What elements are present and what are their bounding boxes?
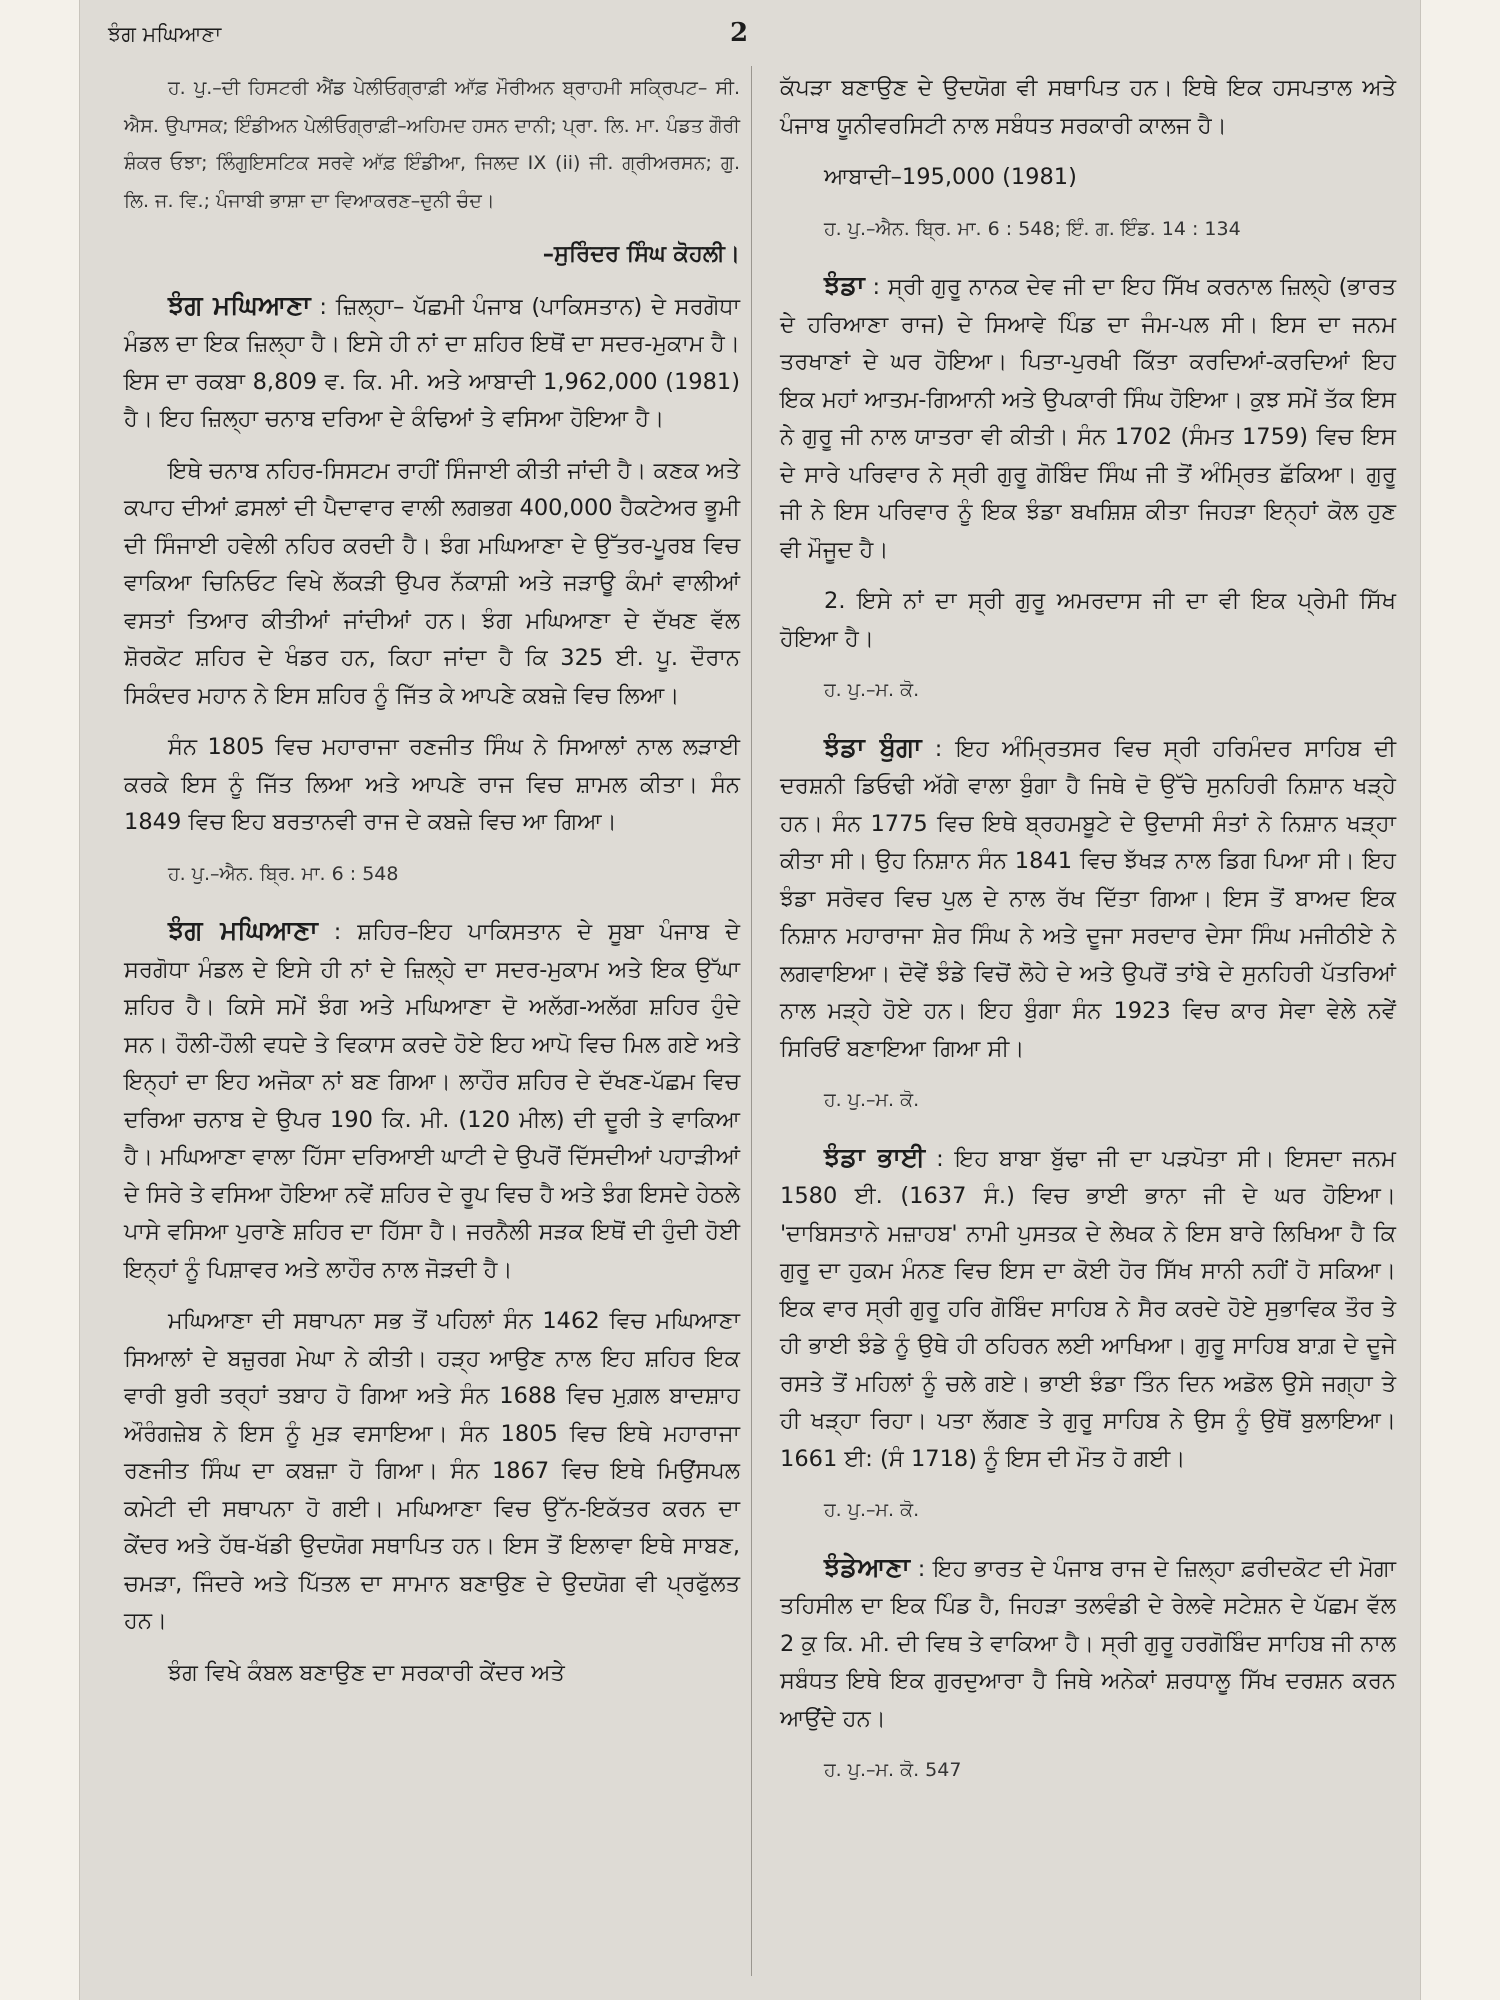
entry-city-p1 (124, 913, 740, 1289)
entry-text: : ਸ਼ਹਿਰ–ਇਹ ਪਾਕਿਸਤਾਨ ਦੇ ਸੂਬਾ ਪੰਜਾਬ ਦੇ ਸਰਗੋਧਾ ਮੰਡਲ ਦੇ ਇਸੇ ਹੀ ਨਾਂ ਦੇ ਜ਼ਿਲ੍ਹੇ ਦਾ ਸਦਰ-ਮੁਕਾਮ ਅਤੇ ਇਕ ਉੱਘਾ ਸ਼ਹਿਰ ਹੈ। ਕਿਸੇ ਸਮੇਂ ਝੰਗ ਅਤੇ ਮਘਿਆਣਾ ਦੋ ਅਲੱਗ-ਅਲੱਗ ਸ਼ਹਿਰ ਹੁੰਦੇ ਸਨ। ਹੌਲੀ-ਹੌਲੀ ਵਧਦੇ ਤੇ ਵਿਕਾਸ ਕਰਦੇ ਹੋਏ ਇਹ ਆਪੋ ਵਿਚ ਮਿਲ ਗਏ ਅਤੇ ਇਨ੍ਹਾਂ ਦਾ ਇਹ ਅਜੋਕਾ ਨਾਂ ਬਣ ਗਿਆ। ਲਾਹੌਰ ਸ਼ਹਿਰ ਦੇ ਦੱਖਣ-ਪੱਛਮ ਵਿਚ ਦਰਿਆ ਚਨਾਬ ਦੇ ਉਪਰ 190 ਕਿ. ਮੀ. (120 ਮੀਲ) ਦੀ ਦੂਰੀ ਤੇ ਵਾਕਿਆ ਹੈ। ਮਘਿਆਣਾ ਵਾਲਾ ਹਿੱਸਾ ਦਰਿਆਈ ਘਾਟੀ ਦੇ ਉਪਰੋਂ ਦਿੱਸਦੀਆਂ ਪਹਾੜੀਆਂ ਦੇ ਸਿਰੇ ਤੇ ਵਸਿਆ ਹੋਇਆ ਨਵੇਂ ਸ਼ਹਿਰ ਦੇ ਰੂਪ ਵਿਚ ਹੈ ਅਤੇ ਝੰਗ ਇਸਦੇ ਹੇਠਲੇ ਪਾਸੇ ਵਸਿਆ ਪੁਰਾਣੇ ਸ਼ਹਿਰ ਦਾ ਹਿੱਸਾ ਹੈ। ਜਰਨੈਲੀ ਸੜਕ ਇਥੋਂ ਦੀ ਹੁੰਦੀ ਹੋਈ ਇਨ੍ਹਾਂ ਨੂੰ ਪਿਸ਼ਾਵਰ ਅਤੇ ਲਾਹੌਰ ਨਾਲ ਜੋੜਦੀ ਹੈ। (124, 919, 740, 1283)
headword: ਝੰਗ ਮਘਿਆਣਾ (168, 290, 311, 321)
entry-city-continuation: ਕੱਪੜਾ ਬਣਾਉਣ ਦੇ ਉਦਯੋਗ ਵੀ ਸਥਾਪਿਤ ਹਨ। ਇਥੇ ਇਕ ਹਸਪਤਾਲ ਅਤੇ ਪੰਜਾਬ ਯੂਨੀਵਰਸਿਟੀ ਨਾਲ ਸਬੰਧਤ ਸਰਕਾਰੀ ਕਾਲਜ ਹੈ। (780, 75, 1396, 139)
entry-city-ref: ਹ. ਪੁ.–ਐਨ. ਬ੍ਰਿ. ਮਾ. 6 : 548; ਇੰ. ਗ. ਇੰਡ. 14 : 134 (824, 217, 1241, 240)
entry-jhandeana-ref: ਹ. ਪੁ.–ਮ. ਕੋ. 547 (824, 1759, 962, 1781)
entry-district-ref: ਹ. ਪੁ.–ਐਨ. ਬ੍ਰਿ. ਮਾ. 6 : 548 (168, 862, 399, 885)
entry-city-p3: ਝੰਗ ਵਿਖੇ ਕੰਬਲ ਬਣਾਉਣ ਦਾ ਸਰਕਾਰੀ ਕੇਂਦਰ ਅਤੇ (168, 1659, 565, 1686)
population: ਆਬਾਦੀ–195,000 (1981) (824, 164, 1077, 190)
running-head: ਝੰਗ ਮਘਿਆਣਾ (108, 22, 222, 46)
headword: ਝੰਡਾ ਬੁੰਗਾ (824, 732, 922, 763)
column-divider (751, 66, 752, 1976)
headword: ਝੰਗ ਮਘਿਆਣਾ (168, 916, 318, 946)
entry-jhanda-p2: 2. ਇਸੇ ਨਾਂ ਦਾ ਸ੍ਰੀ ਗੁਰੂ ਅਮਰਦਾਸ ਜੀ ਦਾ ਵੀ ਇਕ ਪ੍ਰੇਮੀ ਸਿੱਖ ਹੋਇਆ ਹੈ। (780, 588, 1396, 652)
page-number: 2 (730, 18, 749, 48)
entry-text: : ਇਹ ਅੰਮ੍ਰਿਤਸਰ ਵਿਚ ਸ੍ਰੀ ਹਰਿਮੰਦਰ ਸਾਹਿਬ ਦੀ ਦਰਸ਼ਨੀ ਡਿਓਢੀ ਅੱਗੇ ਵਾਲਾ ਬੁੰਗਾ ਹੈ ਜਿਥੇ ਦੋ ਉੱਚੇ ਸੁਨਹਿਰੀ ਨਿਸ਼ਾਨ ਖੜ੍ਹੇ ਹਨ। ਸੰਨ 1775 ਵਿਚ ਇਥੇ ਬ੍ਰਹਮਬੂਟੇ ਦੇ ਉਦਾਸੀ ਸੰਤਾਂ ਨੇ ਨਿਸ਼ਾਨ ਖੜ੍ਹਾ ਕੀਤਾ ਸੀ। ਉਹ ਨਿਸ਼ਾਨ ਸੰਨ 1841 ਵਿਚ ਝੱਖੜ ਨਾਲ ਡਿਗ ਪਿਆ ਸੀ। ਇਹ ਝੰਡਾ ਸਰੋਵਰ ਵਿਚ ਪੁਲ ਦੇ ਨਾਲ ਰੱਖ ਦਿੱਤਾ ਗਿਆ। ਇਸ ਤੋਂ ਬਾਅਦ ਇਕ ਨਿਸ਼ਾਨ ਮਹਾਰਾਜਾ ਸ਼ੇਰ ਸਿੰਘ ਨੇ ਅਤੇ ਦੂਜਾ ਸਰਦਾਰ ਦੇਸਾ ਸਿੰਘ ਮਜੀਠੀਏ ਨੇ ਲਗਵਾਇਆ। ਦੋਵੇਂ ਝੰਡੇ ਵਿਚੋਂ ਲੋਹੇ ਦੇ ਅਤੇ ਉਪਰੋਂ ਤਾਂਬੇ ਦੇ ਸੁਨਹਿਰੀ ਪੱਤਰਿਆਂ ਨਾਲ ਮੜ੍ਹੇ ਹੋਏ ਹਨ। ਇਹ ਬੁੰਗਾ ਸੰਨ 1923 ਵਿਚ ਕਾਰ ਸੇਵਾ ਵੇਲੇ ਨਵੇਂ ਸਿਰਿਓਂ ਬਣਾਇਆ ਗਿਆ ਸੀ। (780, 735, 1397, 1062)
entry-text: : ਇਹ ਬਾਬਾ ਬੁੱਢਾ ਜੀ ਦਾ ਪੜਪੋਤਾ ਸੀ। ਇਸਦਾ ਜਨਮ 1580 ਈ. (1637 ਸੰ.) ਵਿਚ ਭਾਈ ਭਾਨਾ ਜੀ ਦੇ ਘਰ ਹੋਇਆ। 'ਦਾਬਿਸਤਾਨੇ ਮਜ਼ਾਹਬ' ਨਾਮੀ ਪੁਸਤਕ ਦੇ ਲੇਖਕ ਨੇ ਇਸ ਬਾਰੇ ਲਿਖਿਆ ਹੈ ਕਿ ਗੁਰੂ ਦਾ ਹੁਕਮ ਮੰਨਣ ਵਿਚ ਇਸ ਦਾ ਕੋਈ ਹੋਰ ਸਿੱਖ ਸਾਨੀ ਨਹੀਂ ਹੋ ਸਕਿਆ। ਇਕ ਵਾਰ ਸ੍ਰੀ ਗੁਰੂ ਹਰਿ ਗੋਬਿੰਦ ਸਾਹਿਬ ਨੇ ਸੈਰ ਕਰਦੇ ਹੋਏ ਸੁਭਾਵਿਕ ਤੌਰ ਤੇ ਹੀ ਭਾਈ ਝੰਡੇ ਨੂੰ ਉਥੇ ਹੀ ਠਹਿਰਨ ਲਈ ਆਖਿਆ। ਗੁਰੂ ਸਾਹਿਬ ਬਾਗ਼ ਦੇ ਦੂਜੇ ਰਸਤੇ ਤੋਂ ਮਹਿਲਾਂ ਨੂੰ ਚਲੇ ਗਏ। ਭਾਈ ਝੰਡਾ ਤਿੰਨ ਦਿਨ ਅਡੋਲ ਉਸੇ ਜਗ੍ਹਾ ਤੇ ਹੀ ਖੜ੍ਹਾ ਰਿਹਾ। ਪਤਾ ਲੱਗਣ ਤੇ ਗੁਰੂ ਸਾਹਿਬ ਨੇ ਉਸ ਨੂੰ ਉਥੋਂ ਬੁਲਾਇਆ। 1661 ਈ: (ਸੰ 1718) ਨੂੰ ਇਸ ਦੀ ਮੌਤ ਹੋ ਗਈ। (780, 1145, 1396, 1472)
entry-text: : ਜ਼ਿਲ੍ਹਾ– ਪੱਛਮੀ ਪੰਜਾਬ (ਪਾਕਿਸਤਾਨ) ਦੇ ਸਰਗੋਧਾ ਮੰਡਲ ਦਾ ਇਕ ਜ਼ਿਲ੍ਹਾ ਹੈ। ਇਸੇ ਹੀ ਨਾਂ ਦਾ ਸ਼ਹਿਰ ਇਥੋਂ ਦਾ ਸਦਰ-ਮੁਕਾਮ ਹੈ। ਇਸ ਦਾ ਰਕਬਾ 8,809 ਵ. ਕਿ. ਮੀ. ਅਤੇ ਆਬਾਦੀ 1,962,000 (1981) ਹੈ। ਇਹ ਜ਼ਿਲ੍ਹਾ ਚਨਾਬ ਦਰਿਆ ਦੇ ਕੰਢਿਆਂ ਤੇ ਵਸਿਆ ਹੋਇਆ ਹੈ। (124, 293, 740, 432)
author-name: –ਸੁਰਿੰਦਰ ਸਿੰਘ ਕੋਹਲੀ। (542, 241, 740, 267)
entry-district-p3: ਸੰਨ 1805 ਵਿਚ ਮਹਾਰਾਜਾ ਰਣਜੀਤ ਸਿੰਘ ਨੇ ਸਿਆਲਾਂ ਨਾਲ ਲੜਾਈ ਕਰਕੇ ਇਸ ਨੂੰ ਜਿੱਤ ਲਿਆ ਅਤੇ ਆਪਣੇ ਰਾਜ ਵਿਚ ਸ਼ਾਮਲ ਕੀਤਾ। ਸੰਨ 1849 ਵਿਚ ਇਹ ਬਰਤਾਨਵੀ ਰਾਜ ਦੇ ਕਬਜ਼ੇ ਵਿਚ ਆ ਗਿਆ। (124, 734, 740, 835)
entry-jhanda-bunga-p1 (780, 730, 1396, 1069)
encyclopedia-page (80, 0, 1420, 2000)
entry-jhanda-p1 (780, 268, 1396, 569)
entry-text: : ਸ੍ਰੀ ਗੁਰੂ ਨਾਨਕ ਦੇਵ ਜੀ ਦਾ ਇਹ ਸਿੱਖ ਕਰਨਾਲ ਜ਼ਿਲ੍ਹੇ (ਭਾਰਤ ਦੇ ਹਰਿਆਣਾ ਰਾਜ) ਦੇ ਸਿਆਵੇ ਪਿੰਡ ਦਾ ਜੰਮ-ਪਲ ਸੀ। ਇਸ ਦਾ ਜਨਮ ਤਰਖਾਣਾਂ ਦੇ ਘਰ ਹੋਇਆ। ਪਿਤਾ-ਪੁਰਖੀ ਕਿੱਤਾ ਕਰਦਿਆਂ-ਕਰਦਿਆਂ ਇਹ ਇਕ ਮਹਾਂ ਆਤਮ-ਗਿਆਨੀ ਅਤੇ ਉਪਕਾਰੀ ਸਿੰਘ ਹੋਇਆ। ਕੁਝ ਸਮੇਂ ਤੱਕ ਇਸ ਨੇ ਗੁਰੂ ਜੀ ਨਾਲ ਯਾਤਰਾ ਵੀ ਕੀਤੀ। ਸੰਨ 1702 (ਸੰਮਤ 1759) ਵਿਚ ਇਸ ਦੇ ਸਾਰੇ ਪਰਿਵਾਰ ਨੇ ਸ੍ਰੀ ਗੁਰੂ ਗੋਬਿੰਦ ਸਿੰਘ ਜੀ ਤੋਂ ਅੰਮ੍ਰਿਤ ਛੱਕਿਆ। ਗੁਰੂ ਜੀ ਨੇ ਇਸ ਪਰਿਵਾਰ ਨੂੰ ਇਕ ਝੰਡਾ ਬਖਸ਼ਿਸ਼ ਕੀਤਾ ਜਿਹੜਾ ਇਨ੍ਹਾਂ ਕੋਲ ਹੁਣ ਵੀ ਮੌਜੂਦ ਹੈ। (780, 274, 1396, 563)
entry-district-p2: ਇਥੇ ਚਨਾਬ ਨਹਿਰ-ਸਿਸਟਮ ਰਾਹੀਂ ਸਿੰਜਾਈ ਕੀਤੀ ਜਾਂਦੀ ਹੈ। ਕਣਕ ਅਤੇ ਕਪਾਹ ਦੀਆਂ ਫ਼ਸਲਾਂ ਦੀ ਪੈਦਾਵਾਰ ਵਾਲੀ ਲਗਭਗ 400,000 ਹੈਕਟੇਅਰ ਭੂਮੀ ਦੀ ਸਿੰਜਾਈ ਹਵੇਲੀ ਨਹਿਰ ਕਰਦੀ ਹੈ। ਝੰਗ ਮਘਿਆਣਾ ਦੇ ਉੱਤਰ-ਪੂਰਬ ਵਿਚ ਵਾਕਿਆ ਚਿਨਿਓਟ ਵਿਖੇ ਲੱਕੜੀ ਉਪਰ ਨੱਕਾਸ਼ੀ ਅਤੇ ਜੜਾਊ ਕੰਮਾਂ ਵਾਲੀਆਂ ਵਸਤਾਂ ਤਿਆਰ ਕੀਤੀਆਂ ਜਾਂਦੀਆਂ ਹਨ। ਝੰਗ ਮਘਿਆਣਾ ਦੇ ਦੱਖਣ ਵੱਲ ਸ਼ੋਰਕੋਟ ਸ਼ਹਿਰ ਦੇ ਖੰਡਰ ਹਨ, ਕਿਹਾ ਜਾਂਦਾ ਹੈ ਕਿ 325 ਈ. ਪੂ. ਦੌਰਾਨ ਸਿਕੰਦਰ ਮਹਾਨ ਨੇ ਇਸ ਸ਼ਹਿਰ ਨੂੰ ਜਿੱਤ ਕੇ ਆਪਣੇ ਕਬਜ਼ੇ ਵਿਚ ਲਿਆ। (124, 457, 740, 709)
entry-jhanda-bunga-ref: ਹ. ਪੁ.–ਮ. ਕੋ. (824, 1089, 920, 1111)
reference-intro: ਹ. ਪੁ.–ਦੀ ਹਿਸਟਰੀ ਐਂਡ ਪੇਲੀਓਗ੍ਰਾਫ਼ੀ ਆੱਫ਼ ਮੌਰੀਅਨ ਬ੍ਰਾਹਮੀ ਸਕ੍ਰਿਪਟ– ਸੀ. ਐਸ. ਉਪਾਸਕ; ਇੰਡੀਅਨ ਪੇਲੀਓਗ੍ਰਾਫ਼ੀ–ਅਹਿਮਦ ਹਸਨ ਦਾਨੀ; ਪ੍ਰਾ. ਲਿ. ਮਾ. ਪੰਡਤ ਗੌਰੀ ਸ਼ੰਕਰ ਓਝਾ; ਲਿੰਗੁਇਸਟਿਕ ਸਰਵੇ ਆੱਫ਼ ਇੰਡੀਆ, ਜਿਲਦ IX (ii) ਜੀ. ਗ੍ਰੀਅਰਸਨ; ਗੁ. ਲਿ. ਜ. ਵਿ.; ਪੰਜਾਬੀ ਭਾਸ਼ਾ ਦਾ ਵਿਆਕਰਣ–ਦੁਨੀ ਚੰਦ। (124, 77, 740, 212)
entry-district-p1 (124, 288, 740, 439)
author-signature (124, 236, 740, 274)
headword: ਝੰਡਾ (824, 271, 865, 301)
left-column (124, 70, 740, 1706)
entry-jhanda-bhai-ref: ਹ. ਪੁ.–ਮ. ਕੋ. (824, 1499, 920, 1521)
right-column (780, 70, 1396, 1810)
entry-jhandeana-p1 (780, 1550, 1396, 1739)
headword: ਝੰਡੇਆਣਾ (824, 1552, 910, 1583)
entry-jhanda-bhai-p1 (780, 1140, 1396, 1479)
headword: ਝੰਡਾ ਭਾਈ (824, 1142, 926, 1173)
entry-jhanda-ref: ਹ. ਪੁ.–ਮ. ਕੋ. (824, 679, 920, 701)
entry-text: : ਇਹ ਭਾਰਤ ਦੇ ਪੰਜਾਬ ਰਾਜ ਦੇ ਜ਼ਿਲ੍ਹਾ ਫ਼ਰੀਦਕੋਟ ਦੀ ਮੋਗਾ ਤਹਿਸੀਲ ਦਾ ਇਕ ਪਿੰਡ ਹੈ, ਜਿਹੜਾ ਤਲਵੰਡੀ ਦੇ ਰੇਲਵੇ ਸਟੇਸ਼ਨ ਦੇ ਪੱਛਮ ਵੱਲ 2 ਕੁ ਕਿ. ਮੀ. ਦੀ ਵਿਥ ਤੇ ਵਾਕਿਆ ਹੈ। ਸ੍ਰੀ ਗੁਰੂ ਹਰਗੋਬਿੰਦ ਸਾਹਿਬ ਜੀ ਨਾਲ ਸਬੰਧਤ ਇਥੇ ਇਕ ਗੁਰਦੁਆਰਾ ਹੈ ਜਿਥੇ ਅਨੇਕਾਂ ਸ਼ਰਧਾਲੂ ਸਿੱਖ ਦਰਸ਼ਨ ਕਰਨ ਆਉਂਦੇ ਹਨ। (780, 1555, 1396, 1732)
entry-city-p2: ਮਘਿਆਣਾ ਦੀ ਸਥਾਪਨਾ ਸਭ ਤੋਂ ਪਹਿਲਾਂ ਸੰਨ 1462 ਵਿਚ ਮਘਿਆਣਾ ਸਿਆਲਾਂ ਦੇ ਬਜ਼ੁਰਗ ਮੇਘਾ ਨੇ ਕੀਤੀ। ਹੜ੍ਹ ਆਉਣ ਨਾਲ ਇਹ ਸ਼ਹਿਰ ਇਕ ਵਾਰੀ ਬੁਰੀ ਤਰ੍ਹਾਂ ਤਬਾਹ ਹੋ ਗਿਆ ਅਤੇ ਸੰਨ 1688 ਵਿਚ ਮੁਗ਼ਲ ਬਾਦਸ਼ਾਹ ਔਰੰਗਜ਼ੇਬ ਨੇ ਇਸ ਨੂੰ ਮੁੜ ਵਸਾਇਆ। ਸੰਨ 1805 ਵਿਚ ਇਥੇ ਮਹਾਰਾਜਾ ਰਣਜੀਤ ਸਿੰਘ ਦਾ ਕਬਜ਼ਾ ਹੋ ਗਿਆ। ਸੰਨ 1867 ਵਿਚ ਇਥੇ ਮਿਉਂਸਪਲ ਕਮੇਟੀ ਦੀ ਸਥਾਪਨਾ ਹੋ ਗਈ। ਮਘਿਆਣਾ ਵਿਚ ਉੱਨ-ਇਕੱਤਰ ਕਰਨ ਦਾ ਕੇਂਦਰ ਅਤੇ ਹੱਥ-ਖੱਡੀ ਉਦਯੋਗ ਸਥਾਪਿਤ ਹਨ। ਇਸ ਤੋਂ ਇਲਾਵਾ ਇਥੇ ਸਾਬਣ, ਚਮੜਾ, ਜਿੰਦਰੇ ਅਤੇ ਪਿੱਤਲ ਦਾ ਸਾਮਾਨ ਬਣਾਉਣ ਦੇ ਉਦਯੋਗ ਵੀ ਪ੍ਰਫੁੱਲਤ ਹਨ। (124, 1308, 740, 1634)
